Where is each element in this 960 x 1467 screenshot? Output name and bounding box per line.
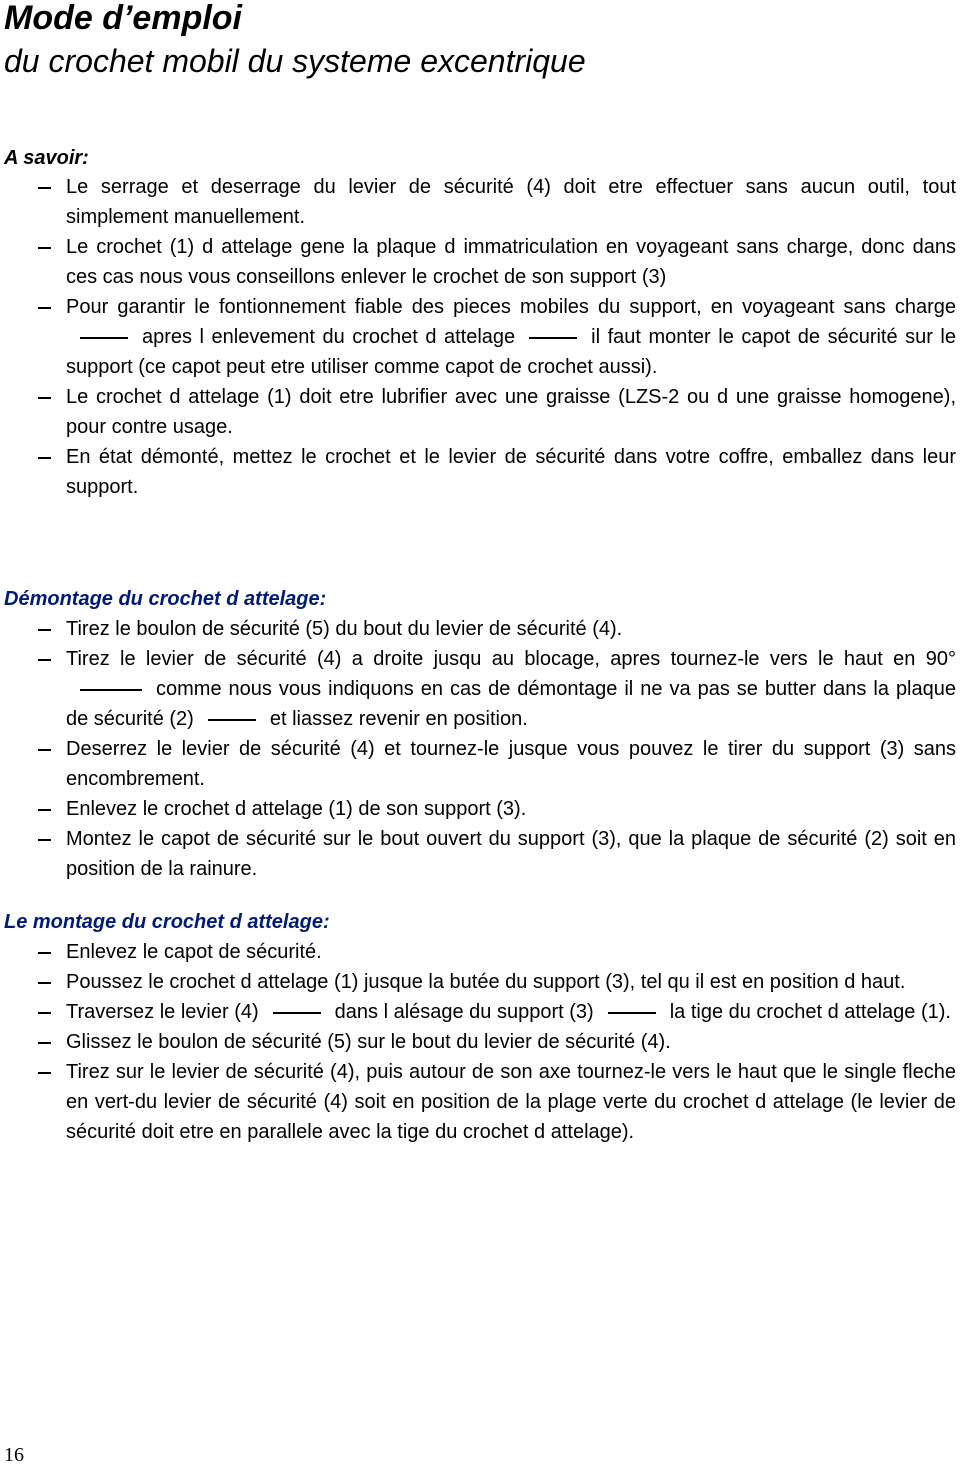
dash-bullet-icon xyxy=(38,1042,51,1044)
long-dash-icon xyxy=(608,1012,656,1014)
dash-bullet-icon xyxy=(38,457,51,459)
list-item: Le serrage et deserrage du levier de sécurité (4) doit etre effectuer sans aucun outil, tout simplement manuellement. xyxy=(0,172,956,232)
list-item: Poussez le crochet d attelage (1) jusque la butée du support (3), tel qu il est en position d haut. xyxy=(0,967,956,997)
list-item: Enlevez le crochet d attelage (1) de son support (3). xyxy=(0,794,956,824)
list-item: Tirez le levier de sécurité (4) a droite jusqu au blocage, apres tournez-le vers le haut en 90°comme nous vous indiquons en cas de démontage il ne va pas se butter dans la plaque de sécurité (2) et liassez revenir en position. xyxy=(0,644,956,734)
long-dash-icon xyxy=(80,689,142,691)
dash-bullet-icon xyxy=(38,1072,51,1074)
dash-bullet-icon xyxy=(38,952,51,954)
dash-bullet-icon xyxy=(38,307,51,309)
list-item: Enlevez le capot de sécurité. xyxy=(0,937,956,967)
dash-bullet-icon xyxy=(38,659,51,661)
section-heading-a-savoir: A savoir: xyxy=(4,147,89,169)
document-title: Mode d’emploi xyxy=(4,0,242,37)
list-a-savoir xyxy=(0,172,956,502)
dash-bullet-icon xyxy=(38,629,51,631)
long-dash-icon xyxy=(80,337,128,339)
list-item: Montez le capot de sécurité sur le bout ouvert du support (3), que la plaque de sécurité (2) soit en position de la rainure. xyxy=(0,824,956,884)
list-item: Glissez le boulon de sécurité (5) sur le bout du levier de sécurité (4). xyxy=(0,1027,956,1057)
list-item: Le crochet (1) d attelage gene la plaque d immatriculation en voyageant sans charge, donc dans ces cas nous vous conseillons enlever le crochet de son support (3) xyxy=(0,232,956,292)
section-heading-demontage: Démontage du crochet d attelage: xyxy=(4,588,327,610)
section-heading-montage: Le montage du crochet d attelage: xyxy=(4,911,330,933)
list-item: Tirez sur le levier de sécurité (4), puis autour de son axe tournez-le vers le haut que le single fleche en vert-du levier de sécurité (4) soit en position de la plage verte du crochet d attelage (le levier de sécurité doit etre en parallele avec la tige du crochet d attelage). xyxy=(0,1057,956,1147)
list-demontage xyxy=(0,614,956,884)
list-item: Traversez le levier (4) dans l alésage du support (3) la tige du crochet d attelage (1). xyxy=(0,997,956,1027)
dash-bullet-icon xyxy=(38,1012,51,1014)
dash-bullet-icon xyxy=(38,749,51,751)
long-dash-icon xyxy=(529,337,577,339)
long-dash-icon xyxy=(208,719,256,721)
dash-bullet-icon xyxy=(38,982,51,984)
long-dash-icon xyxy=(273,1012,321,1014)
dash-bullet-icon xyxy=(38,809,51,811)
list-item: Le crochet d attelage (1) doit etre lubrifier avec une graisse (LZS-2 ou d une graisse homogene), pour contre usage. xyxy=(0,382,956,442)
dash-bullet-icon xyxy=(38,247,51,249)
page-number: 16 xyxy=(4,1444,24,1466)
list-item: Tirez le boulon de sécurité (5) du bout du levier de sécurité (4). xyxy=(0,614,956,644)
list-item: Pour garantir le fontionnement fiable des pieces mobiles du support, en voyageant sans chargeapres l enlevement du crochet d attelage il faut monter le capot de sécurité sur le support (ce capot peut etre utiliser comme capot de crochet aussi). xyxy=(0,292,956,382)
dash-bullet-icon xyxy=(38,187,51,189)
list-item: Deserrez le levier de sécurité (4) et tournez-le jusque vous pouvez le tirer du support (3) sans encombrement. xyxy=(0,734,956,794)
list-montage xyxy=(0,937,956,1147)
document-subtitle: du crochet mobil du systeme excentrique xyxy=(4,43,586,79)
dash-bullet-icon xyxy=(38,839,51,841)
list-item: En état démonté, mettez le crochet et le levier de sécurité dans votre coffre, emballez dans leur support. xyxy=(0,442,956,502)
dash-bullet-icon xyxy=(38,397,51,399)
